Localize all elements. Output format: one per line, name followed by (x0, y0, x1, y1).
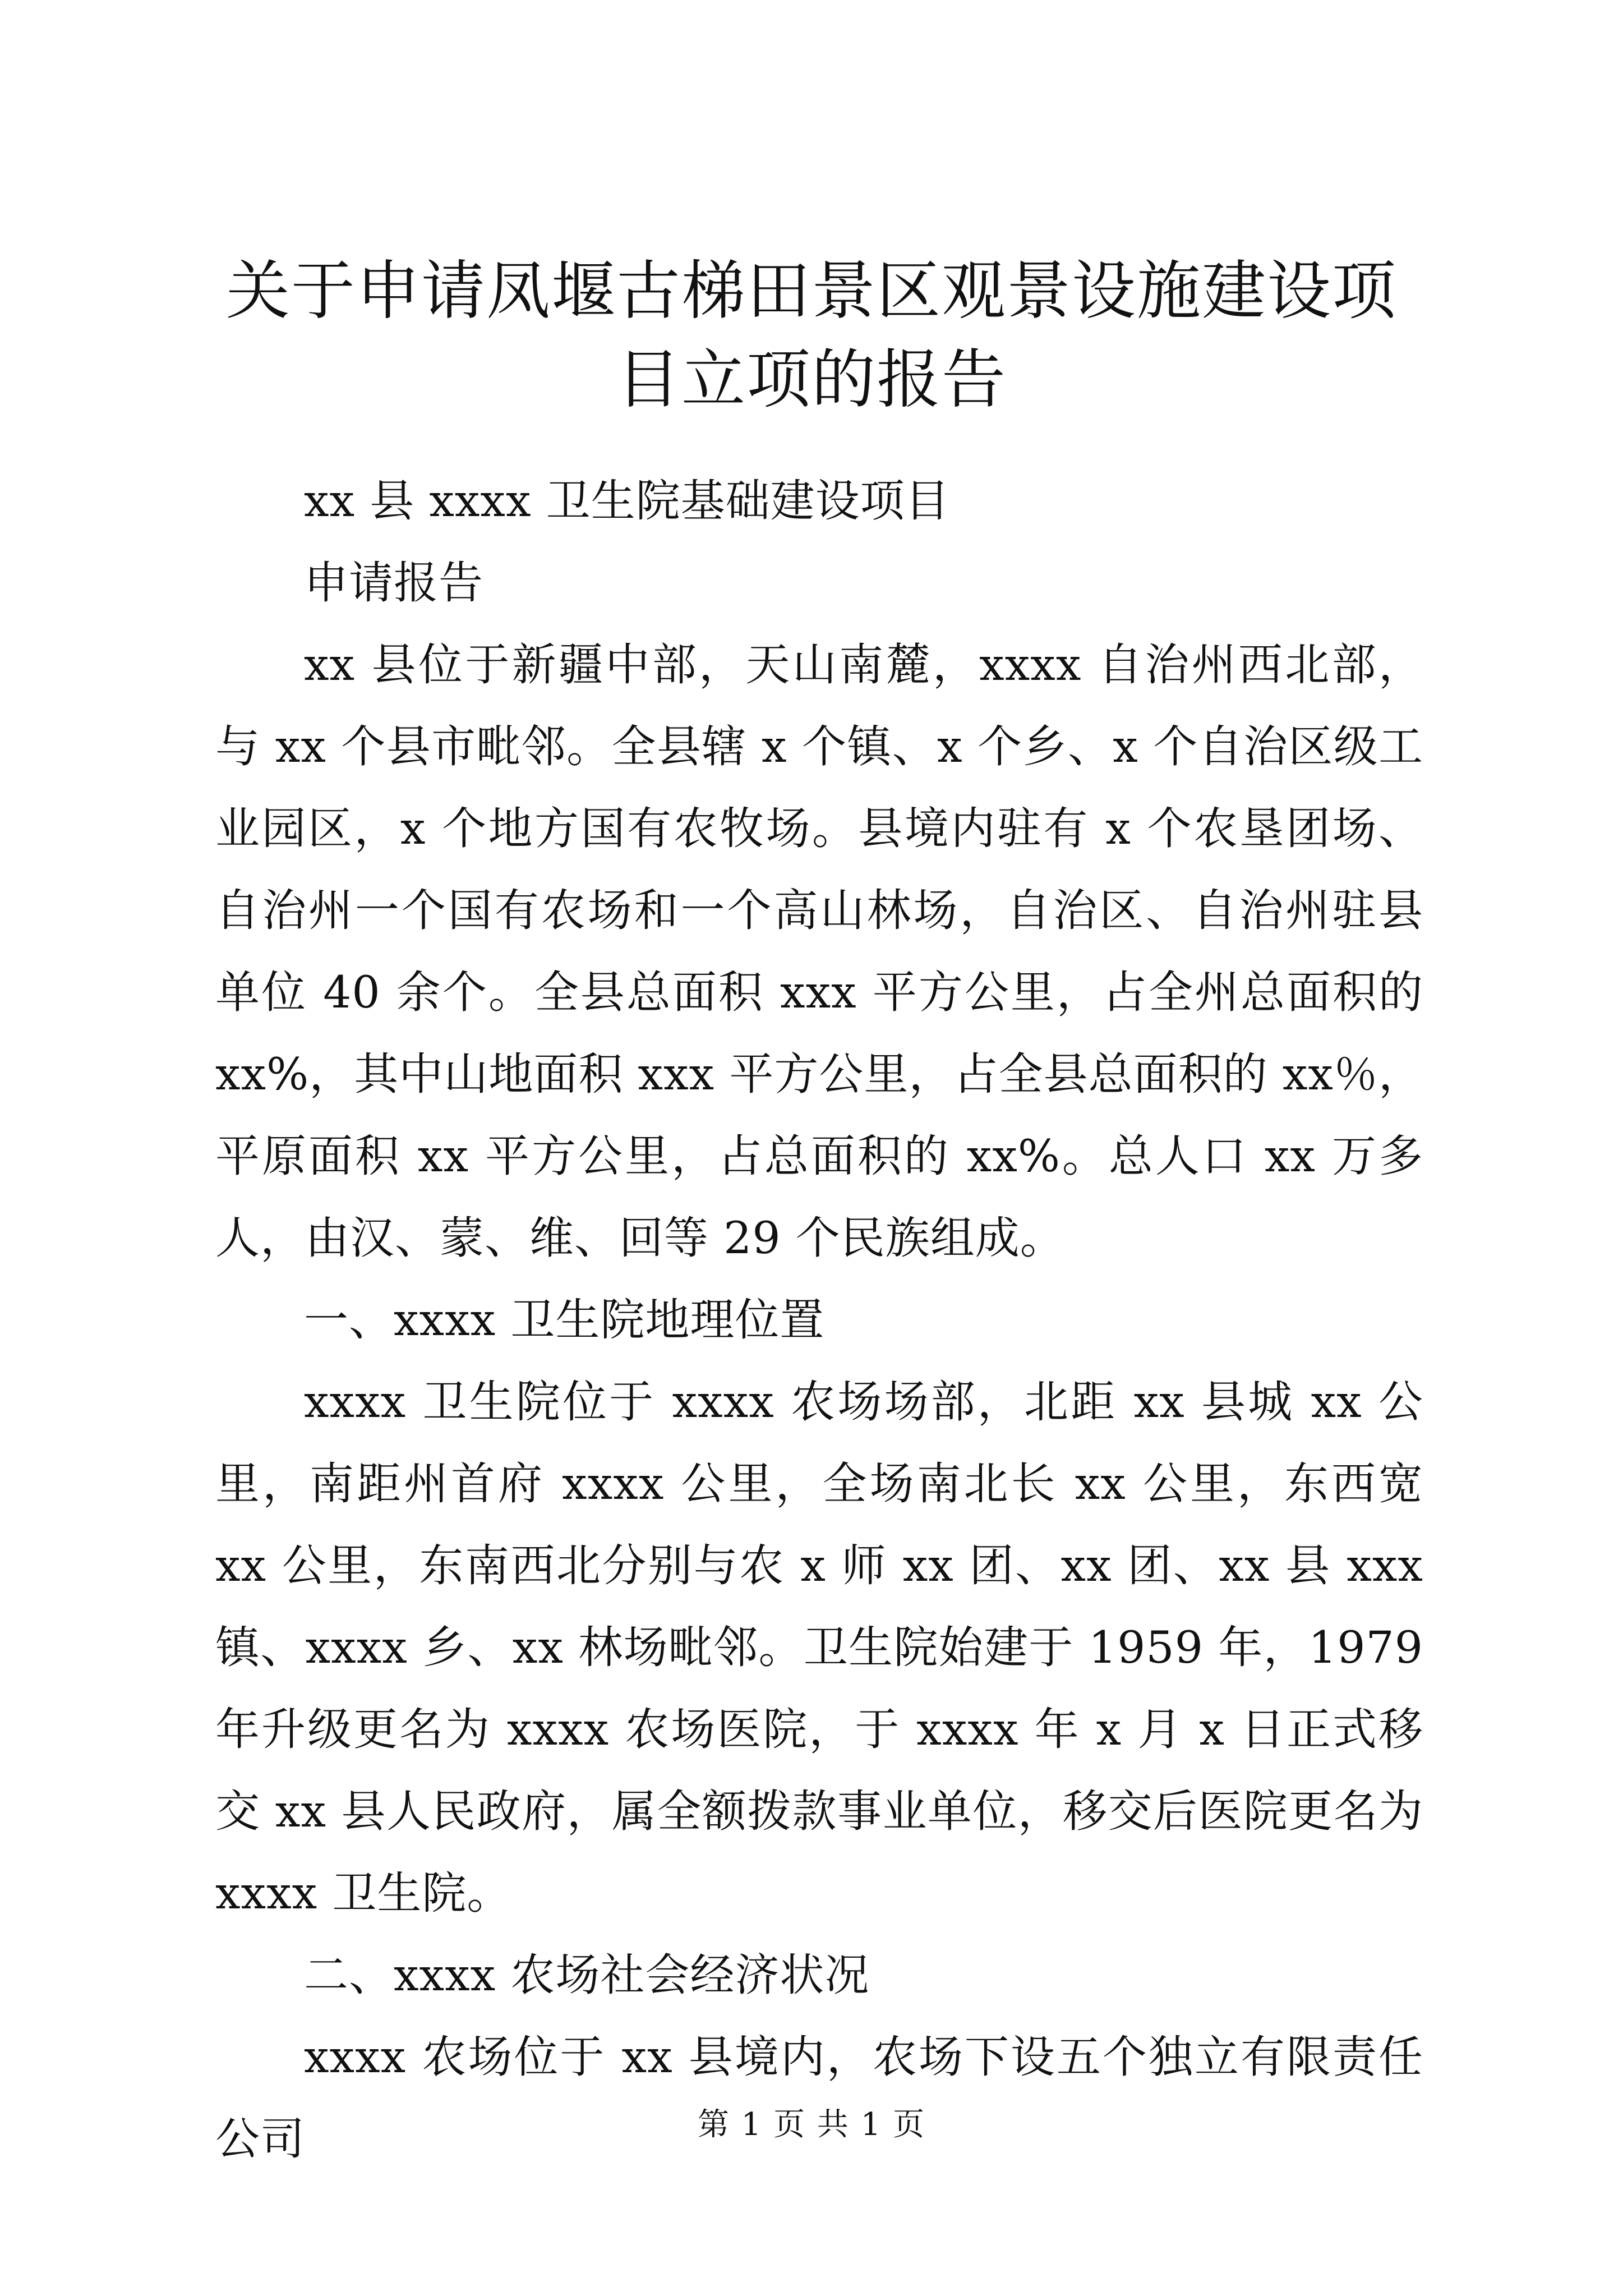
report-type-line: 申请报告 (304, 557, 483, 609)
section-heading-location: 一、xxxx 卫生院地理位置 (304, 1294, 825, 1346)
economy-paragraph: xxxx 农场位于 xx 县境内，农场下设五个独立有限责任公司 (215, 2031, 1423, 2165)
page-footer: 第 1 页 共 1 页 (697, 2106, 926, 2143)
section-heading-economy: 二、xxxx 农场社会经济状况 (304, 1949, 870, 2001)
county-overview-paragraph: xx 县位于新疆中部，天山南麓，xxxx 自治州西北部，与 xx 个县市毗邻。全县辖 x 个镇、x 个乡、x 个自治区级工业园区，x 个地方国有农牧场。县境内驻有 x 个农垦团场、自治州一个国有农场和一个高山林场，自治区、自治州驻县单位 40 余个。全县总面积 xxx 平方公里，占全州总面积的 xx%，其中山地面积 xxx 平方公里，占全县总面积的 xx％，平原面积 xx 平方公里，占总面积的 xx%。总人口 xx 万多人，由汉、蒙、维、回等 29 个民族组成。 (215, 639, 1423, 1264)
document-title: 关于申请凤堰古梯田景区观景设施建设项目立项的报告 (225, 254, 1397, 417)
document-body (215, 460, 1423, 2180)
project-name-line: xx 县 xxxx 卫生院基础建设项目 (304, 475, 950, 527)
location-paragraph: xxxx 卫生院位于 xxxx 农场场部，北距 xx 县城 xx 公里，南距州首府 xxxx 公里，全场南北长 xx 公里，东西宽 xx 公里，东南西北分别与农 x 师 xx 团、xx 团、xx 县 xxx 镇、xxxx 乡、xx 林场毗邻。卫生院始建于 1959 年，1979 年升级更名为 xxxx 农场医院，于 xxxx 年 x 月 x 日正式移交 xx 县人民政府，属全额拨款事业单位，移交后医院更名为 xxxx 卫生院。 (215, 1376, 1423, 1919)
